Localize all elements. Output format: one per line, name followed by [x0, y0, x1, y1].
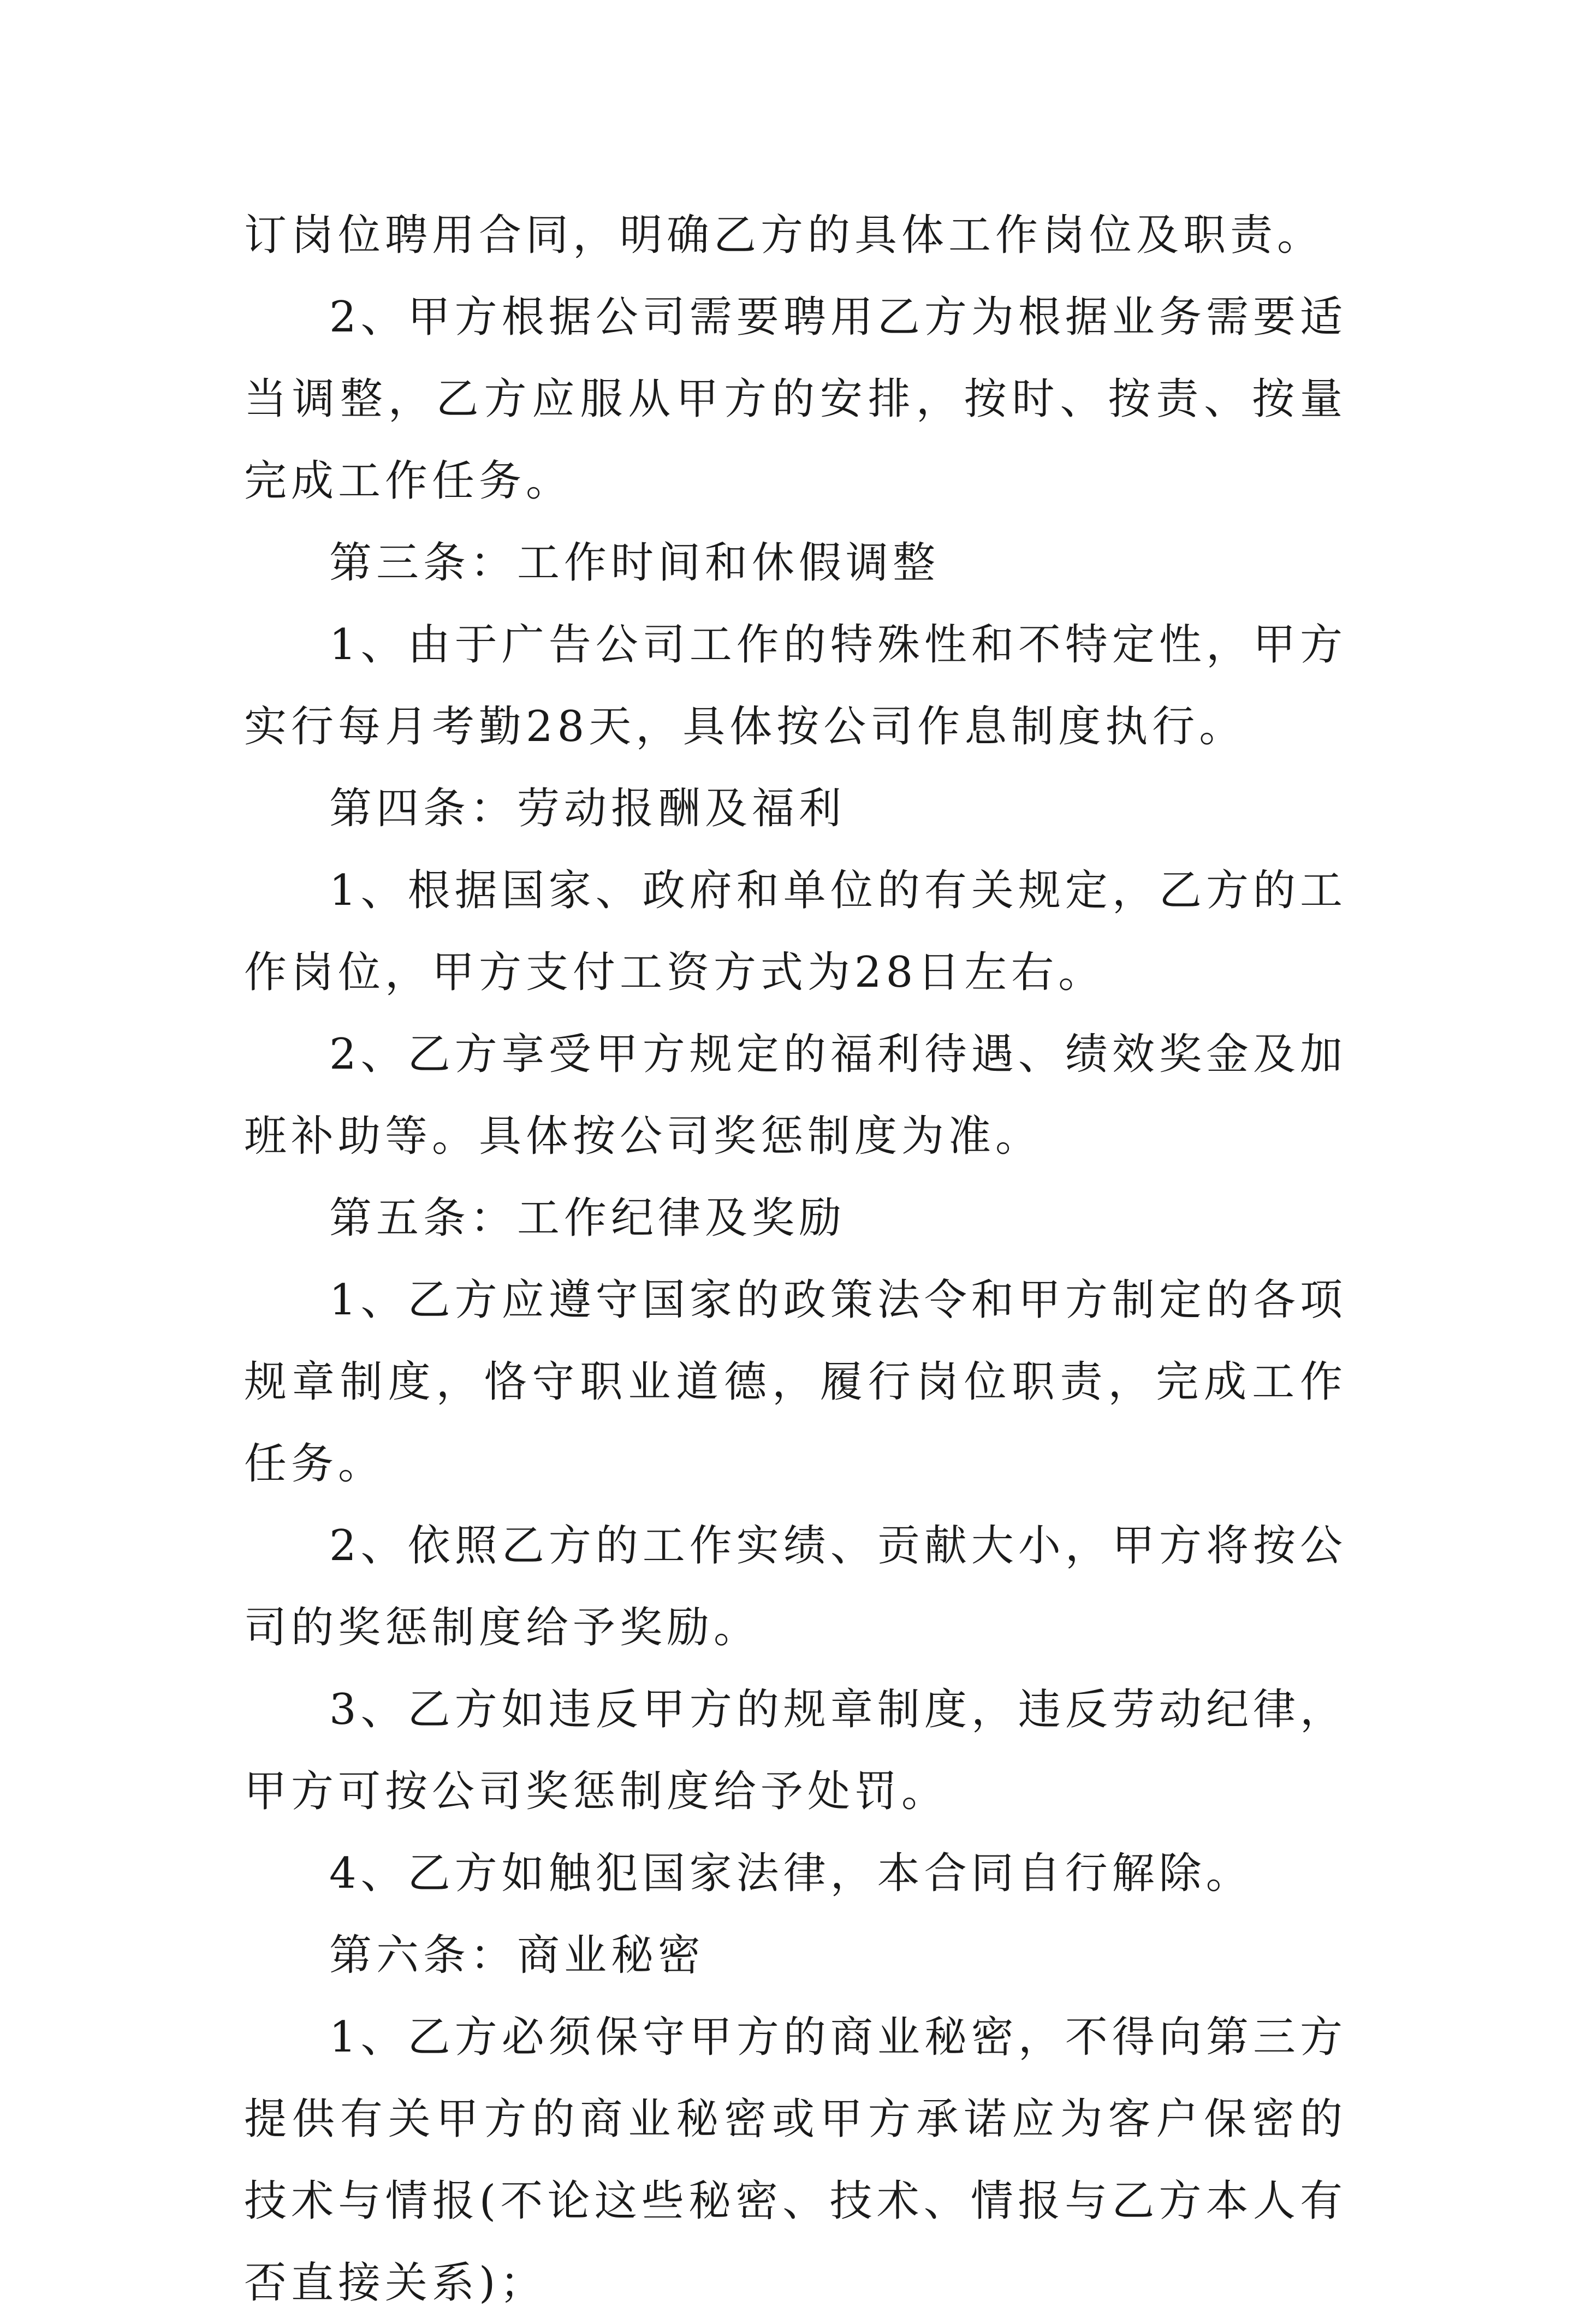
paragraph-clause-6-1: 1、乙方必须保守甲方的商业秘密，不得向第三方提供有关甲方的商业秘密或甲方承诺应为客户保密的技术与情报(不论这些秘密、技术、情报与乙方本人有否直接关系)； — [244, 2013, 1347, 2308]
section-heading-article-6: 第六条：商业秘密 — [329, 1931, 705, 1980]
paragraph-continuation: 订岗位聘用合同，明确乙方的具体工作岗位及职责。 — [244, 211, 1324, 260]
section-heading-article-5: 第五条：工作纪律及奖励 — [329, 1194, 846, 1243]
paragraph-clause-2-2: 2、甲方根据公司需要聘用乙方为根据业务需要适当调整，乙方应服从甲方的安排，按时、按责、按量完成工作任务。 — [244, 293, 1347, 506]
paragraph-clause-5-2: 2、依照乙方的工作实绩、贡献大小，甲方将按公司的奖惩制度给予奖励。 — [244, 1521, 1347, 1652]
paragraph-clause-5-4: 4、乙方如触犯国家法律，本合同自行解除。 — [329, 1849, 1253, 1898]
paragraph-clause-3-1: 1、由于广告公司工作的特殊性和不特定性，甲方实行每月考勤28天，具体按公司作息制度执行。 — [244, 620, 1347, 751]
paragraph-clause-5-3: 3、乙方如违反甲方的规章制度，违反劳动纪律，甲方可按公司奖惩制度给予处罚。 — [244, 1685, 1347, 1816]
document-body — [244, 194, 1347, 2324]
paragraph-clause-4-1: 1、根据国家、政府和单位的有关规定，乙方的工作岗位，甲方支付工资方式为28日左右。 — [244, 866, 1347, 997]
paragraph-clause-4-2: 2、乙方享受甲方规定的福利待遇、绩效奖金及加班补助等。具体按公司奖惩制度为准。 — [244, 1030, 1347, 1161]
section-heading-article-3: 第三条：工作时间和休假调整 — [329, 538, 940, 588]
paragraph-clause-5-1: 1、乙方应遵守国家的政策法令和甲方制定的各项规章制度，恪守职业道德，履行岗位职责，完成工作任务。 — [244, 1276, 1347, 1489]
section-heading-article-4: 第四条：劳动报酬及福利 — [329, 784, 846, 833]
